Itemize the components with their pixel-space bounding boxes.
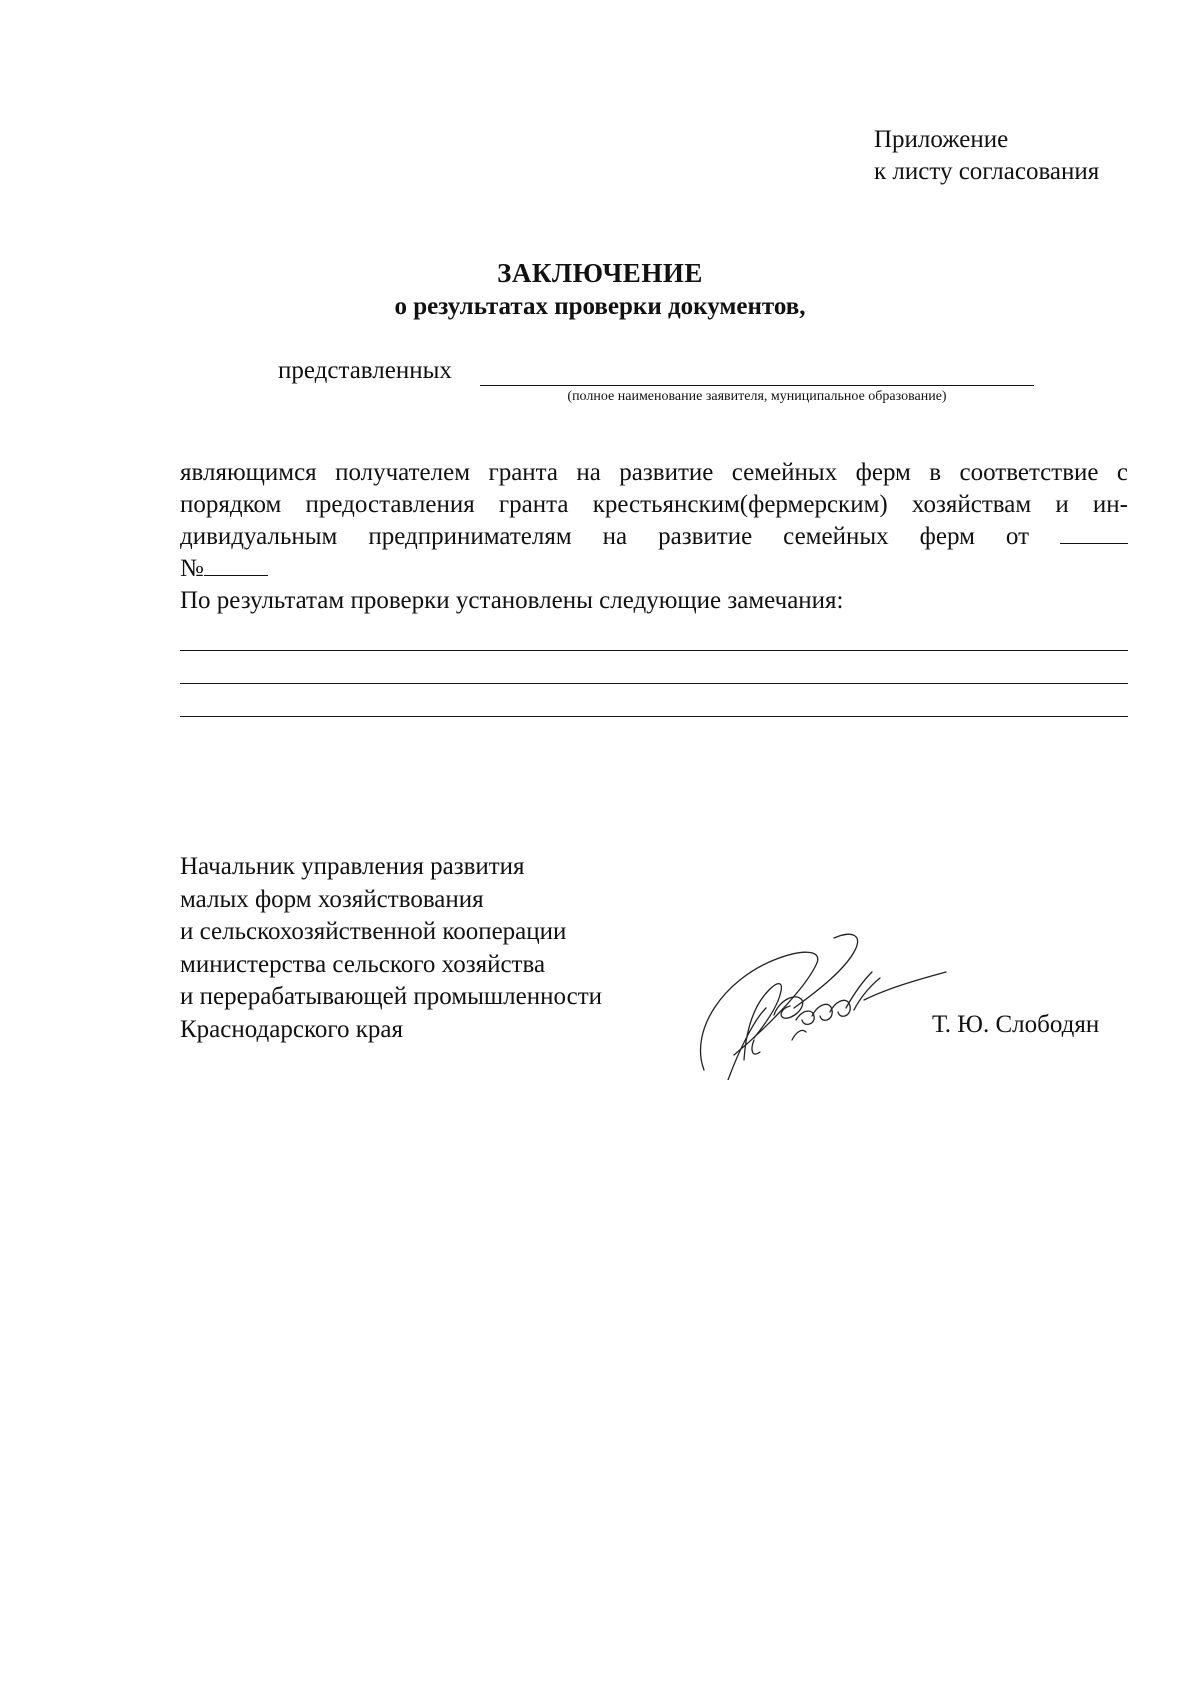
body-line-3-wrapper [180,521,1128,553]
number-sign: № [180,555,204,582]
signer-position [180,851,602,1046]
attachment-line-1: Приложение [874,126,1009,153]
document-title: ЗАКЛЮЧЕНИЕ [497,258,703,288]
presented-label: представленных [278,357,452,384]
remarks-blank-line-3 [180,716,1128,717]
signer-position-line-2: малых форм хозяйствования [180,885,484,913]
applicant-name-blank [480,385,1034,386]
signer-position-line-6: Краснодарского края [180,1015,403,1043]
body-paragraph [180,457,1128,617]
body-line-3: дивидуальным предпринимателям на развитие семейных ферм от [180,523,1029,550]
document-subtitle: о результатах проверки документов, [394,293,806,320]
body-line-2: порядком предоставления гранта крестьянским(фермерским) хозяйствам и ин- [180,491,1128,518]
signer-name: Т. Ю. Слободян [932,1011,1100,1038]
signer-position-line-3: и сельскохозяйственной кооперации [180,918,567,945]
signer-position-line-4: министерства сельского хозяйства [180,950,546,978]
number-line [180,553,1128,585]
attachment-header [874,124,1099,188]
remarks-intro: По результатам проверки установлены следующие замечания: [180,587,844,614]
signer-position-line-1: Начальник управления развития [180,853,525,880]
date-blank [1060,523,1128,544]
remarks-blank-line-2 [180,683,1128,684]
number-blank [204,555,268,576]
handwritten-signature [684,920,954,1080]
applicant-name-caption: (полное наименование заявителя, муниципальное образование) [567,389,947,404]
body-line-1: являющимся получателем гранта на развитие семейных ферм в соответствие с [180,459,1128,486]
remarks-blank-line-1 [180,650,1128,651]
attachment-line-2: к листу согласования [874,158,1100,185]
signer-position-line-5: и перерабатывающей промышленности [180,983,603,1010]
